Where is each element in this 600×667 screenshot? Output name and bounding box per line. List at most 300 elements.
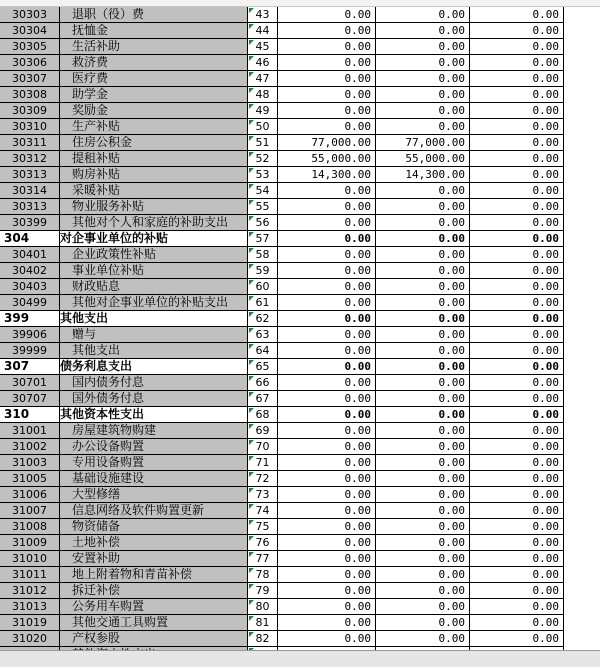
amount-cell-3[interactable]: 0.00 xyxy=(470,199,564,215)
table-row xyxy=(0,487,600,503)
table-row xyxy=(0,567,600,583)
table-row xyxy=(0,71,600,87)
account-code-cell[interactable]: 30306 xyxy=(0,55,60,71)
amount-cell-3[interactable]: 0.00 xyxy=(470,183,564,199)
account-name-cell[interactable]: 地上附着物和青苗补偿 xyxy=(60,567,248,583)
green-marker-icon xyxy=(249,216,254,221)
table-row xyxy=(0,215,600,231)
account-name-cell[interactable]: 购房补贴 xyxy=(60,167,248,183)
account-code-cell[interactable]: 31002 xyxy=(0,439,60,455)
account-name-cell[interactable]: 信息网络及软件购置更新 xyxy=(60,503,248,519)
amount-cell-1[interactable]: 0.00 xyxy=(278,407,376,423)
line-number-cell[interactable]: 56 xyxy=(248,215,278,231)
table-row xyxy=(0,199,600,215)
table-row xyxy=(0,263,600,279)
account-name-cell[interactable]: 其他支出 xyxy=(60,311,248,327)
green-marker-icon xyxy=(249,312,254,317)
account-name-cell[interactable]: 物资储备 xyxy=(60,519,248,535)
amount-cell-3[interactable]: 0.00 xyxy=(470,487,564,503)
table-row xyxy=(0,455,600,471)
account-name-cell[interactable]: 公务用车购置 xyxy=(60,599,248,615)
table-row xyxy=(0,103,600,119)
amount-cell-1[interactable]: 0.00 xyxy=(278,599,376,615)
line-number-cell[interactable]: 76 xyxy=(248,535,278,551)
line-number-cell[interactable]: 50 xyxy=(248,119,278,135)
amount-cell-1[interactable]: 0.00 xyxy=(278,87,376,103)
amount-cell-2[interactable]: 0.00 xyxy=(376,471,470,487)
green-marker-icon xyxy=(249,456,254,461)
amount-cell-1[interactable]: 0.00 xyxy=(278,71,376,87)
amount-cell-2[interactable]: 55,000.00 xyxy=(376,151,470,167)
amount-cell-3[interactable]: 0.00 xyxy=(470,407,564,423)
amount-cell-3[interactable]: 0.00 xyxy=(470,55,564,71)
line-number-cell[interactable]: 81 xyxy=(248,615,278,631)
amount-cell-2[interactable]: 0.00 xyxy=(376,215,470,231)
account-code-cell[interactable]: 399 xyxy=(0,311,60,327)
amount-cell-2[interactable]: 0.00 xyxy=(376,7,470,23)
amount-cell-2[interactable]: 0.00 xyxy=(376,423,470,439)
amount-cell-3[interactable]: 0.00 xyxy=(470,423,564,439)
line-number-cell[interactable]: 63 xyxy=(248,327,278,343)
line-number-cell[interactable]: 54 xyxy=(248,183,278,199)
account-name-cell[interactable]: 提租补贴 xyxy=(60,151,248,167)
table-row xyxy=(0,311,600,327)
table-row xyxy=(0,295,600,311)
account-name-cell[interactable]: 其他交通工具购置 xyxy=(60,615,248,631)
amount-cell-1[interactable]: 0.00 xyxy=(278,503,376,519)
line-number-cell[interactable]: 77 xyxy=(248,551,278,567)
table-row xyxy=(0,535,600,551)
account-code-cell[interactable]: 30304 xyxy=(0,23,60,39)
amount-cell-2[interactable]: 0.00 xyxy=(376,199,470,215)
amount-cell-1[interactable]: 0.00 xyxy=(278,119,376,135)
green-marker-icon xyxy=(249,232,254,237)
amount-cell-2[interactable]: 0.00 xyxy=(376,503,470,519)
amount-cell-2[interactable]: 0.00 xyxy=(376,455,470,471)
amount-cell-3[interactable]: 0.00 xyxy=(470,519,564,535)
table-row xyxy=(0,583,600,599)
account-name-cell[interactable]: 国外债务付息 xyxy=(60,391,248,407)
account-name-cell[interactable]: 拆迁补偿 xyxy=(60,583,248,599)
amount-cell-3[interactable]: 0.00 xyxy=(470,599,564,615)
account-code-cell[interactable]: 31001 xyxy=(0,423,60,439)
amount-cell-3[interactable]: 0.00 xyxy=(470,471,564,487)
table-row xyxy=(0,135,600,151)
line-number-cell[interactable]: 69 xyxy=(248,423,278,439)
account-code-cell[interactable]: 307 xyxy=(0,359,60,375)
line-number-cell[interactable]: 75 xyxy=(248,519,278,535)
table-row xyxy=(0,183,600,199)
account-code-cell[interactable]: 31013 xyxy=(0,599,60,615)
amount-cell-1[interactable]: 0.00 xyxy=(278,343,376,359)
line-number-cell[interactable]: 55 xyxy=(248,199,278,215)
line-number-cell[interactable]: 64 xyxy=(248,343,278,359)
amount-cell-1[interactable]: 0.00 xyxy=(278,471,376,487)
line-number-cell[interactable]: 47 xyxy=(248,71,278,87)
table-row xyxy=(0,231,600,247)
account-name-cell[interactable]: 生活补助 xyxy=(60,39,248,55)
amount-cell-2[interactable]: 0.00 xyxy=(376,183,470,199)
amount-cell-1[interactable]: 0.00 xyxy=(278,295,376,311)
account-name-cell[interactable]: 奖励金 xyxy=(60,103,248,119)
amount-cell-3[interactable]: 0.00 xyxy=(470,119,564,135)
amount-cell-3[interactable]: 0.00 xyxy=(470,167,564,183)
table-row xyxy=(0,327,600,343)
amount-cell-1[interactable]: 0.00 xyxy=(278,7,376,23)
table-row xyxy=(0,151,600,167)
account-name-cell[interactable]: 其他对个人和家庭的补助支出 xyxy=(60,215,248,231)
table-row xyxy=(0,23,600,39)
amount-cell-3[interactable]: 0.00 xyxy=(470,551,564,567)
line-number-cell[interactable]: 52 xyxy=(248,151,278,167)
green-marker-icon xyxy=(249,616,254,621)
account-name-cell[interactable]: 办公设备购置 xyxy=(60,439,248,455)
account-code-cell[interactable]: 30307 xyxy=(0,71,60,87)
line-number-cell[interactable]: 73 xyxy=(248,487,278,503)
account-code-cell[interactable]: 30312 xyxy=(0,151,60,167)
amount-cell-1[interactable]: 55,000.00 xyxy=(278,151,376,167)
amount-cell-3[interactable]: 0.00 xyxy=(470,23,564,39)
amount-cell-2[interactable]: 0.00 xyxy=(376,535,470,551)
amount-cell-1[interactable]: 0.00 xyxy=(278,23,376,39)
line-number-cell[interactable]: 48 xyxy=(248,87,278,103)
amount-cell-2[interactable]: 0.00 xyxy=(376,519,470,535)
green-marker-icon xyxy=(249,152,254,157)
account-code-cell[interactable]: 30303 xyxy=(0,7,60,23)
account-name-cell[interactable]: 退职（役）费 xyxy=(60,7,248,23)
account-code-cell[interactable]: 30309 xyxy=(0,103,60,119)
line-number-cell[interactable]: 57 xyxy=(248,231,278,247)
line-number-cell[interactable]: 62 xyxy=(248,311,278,327)
line-number-cell[interactable]: 72 xyxy=(248,471,278,487)
line-number-cell[interactable]: 60 xyxy=(248,279,278,295)
table-row xyxy=(0,631,600,647)
account-code-cell[interactable]: 31012 xyxy=(0,583,60,599)
account-code-cell[interactable]: 30310 xyxy=(0,119,60,135)
account-name-cell[interactable]: 抚恤金 xyxy=(60,23,248,39)
amount-cell-2[interactable]: 0.00 xyxy=(376,391,470,407)
amount-cell-2[interactable]: 0.00 xyxy=(376,311,470,327)
amount-cell-3[interactable]: 0.00 xyxy=(470,263,564,279)
amount-cell-1[interactable]: 0.00 xyxy=(278,247,376,263)
amount-cell-2[interactable]: 0.00 xyxy=(376,599,470,615)
amount-cell-1[interactable]: 0.00 xyxy=(278,327,376,343)
amount-cell-2[interactable]: 0.00 xyxy=(376,23,470,39)
amount-cell-1[interactable]: 0.00 xyxy=(278,567,376,583)
amount-cell-2[interactable]: 0.00 xyxy=(376,327,470,343)
amount-cell-1[interactable]: 0.00 xyxy=(278,199,376,215)
account-code-cell[interactable]: 30308 xyxy=(0,87,60,103)
green-marker-icon xyxy=(249,344,254,349)
table-row xyxy=(0,503,600,519)
amount-cell-1[interactable]: 0.00 xyxy=(278,615,376,631)
green-marker-icon xyxy=(249,168,254,173)
table-row xyxy=(0,615,600,631)
line-number-cell[interactable]: 61 xyxy=(248,295,278,311)
amount-cell-1[interactable]: 0.00 xyxy=(278,375,376,391)
amount-cell-2[interactable]: 0.00 xyxy=(376,359,470,375)
amount-cell-2[interactable]: 0.00 xyxy=(376,567,470,583)
amount-cell-3[interactable]: 0.00 xyxy=(470,615,564,631)
green-marker-icon xyxy=(249,104,254,109)
amount-cell-3[interactable]: 0.00 xyxy=(470,295,564,311)
account-name-cell[interactable]: 助学金 xyxy=(60,87,248,103)
account-name-cell[interactable]: 安置补助 xyxy=(60,551,248,567)
green-marker-icon xyxy=(249,504,254,509)
table-row xyxy=(0,119,600,135)
amount-cell-1[interactable]: 0.00 xyxy=(278,103,376,119)
amount-cell-1[interactable]: 0.00 xyxy=(278,455,376,471)
account-code-cell[interactable]: 30314 xyxy=(0,183,60,199)
account-code-cell[interactable]: 31019 xyxy=(0,615,60,631)
line-number-cell[interactable]: 82 xyxy=(248,631,278,647)
account-code-cell[interactable]: 30707 xyxy=(0,391,60,407)
line-number-cell[interactable]: 80 xyxy=(248,599,278,615)
amount-cell-2[interactable]: 0.00 xyxy=(376,231,470,247)
green-marker-icon xyxy=(249,200,254,205)
amount-cell-2[interactable]: 0.00 xyxy=(376,407,470,423)
table-row xyxy=(0,439,600,455)
amount-cell-2[interactable]: 0.00 xyxy=(376,119,470,135)
account-code-cell[interactable]: 31003 xyxy=(0,455,60,471)
amount-cell-2[interactable]: 0.00 xyxy=(376,343,470,359)
amount-cell-3[interactable]: 0.00 xyxy=(470,135,564,151)
amount-cell-2[interactable]: 0.00 xyxy=(376,615,470,631)
amount-cell-2[interactable]: 0.00 xyxy=(376,551,470,567)
amount-cell-2[interactable]: 0.00 xyxy=(376,263,470,279)
amount-cell-2[interactable]: 77,000.00 xyxy=(376,135,470,151)
green-marker-icon xyxy=(249,392,254,397)
amount-cell-1[interactable]: 0.00 xyxy=(278,423,376,439)
amount-cell-3[interactable]: 0.00 xyxy=(470,311,564,327)
green-marker-icon xyxy=(249,632,254,637)
amount-cell-2[interactable]: 0.00 xyxy=(376,39,470,55)
amount-cell-1[interactable]: 0.00 xyxy=(278,359,376,375)
amount-cell-3[interactable]: 0.00 xyxy=(470,455,564,471)
line-number-cell[interactable]: 46 xyxy=(248,55,278,71)
amount-cell-1[interactable]: 0.00 xyxy=(278,215,376,231)
account-name-cell[interactable]: 采暖补贴 xyxy=(60,183,248,199)
table-row xyxy=(0,55,600,71)
column-header-strip xyxy=(0,0,600,7)
amount-cell-1[interactable]: 0.00 xyxy=(278,263,376,279)
green-marker-icon xyxy=(249,472,254,477)
line-number-cell[interactable]: 59 xyxy=(248,263,278,279)
green-marker-icon xyxy=(249,600,254,605)
amount-cell-3[interactable]: 0.00 xyxy=(470,71,564,87)
amount-cell-3[interactable]: 0.00 xyxy=(470,439,564,455)
amount-cell-1[interactable]: 0.00 xyxy=(278,39,376,55)
account-code-cell[interactable]: 30305 xyxy=(0,39,60,55)
green-marker-icon xyxy=(249,360,254,365)
table-row xyxy=(0,343,600,359)
amount-cell-1[interactable]: 0.00 xyxy=(278,583,376,599)
account-name-cell[interactable]: 财政贴息 xyxy=(60,279,248,295)
account-code-cell[interactable]: 31006 xyxy=(0,487,60,503)
amount-cell-1[interactable]: 0.00 xyxy=(278,391,376,407)
account-name-cell[interactable]: 生产补贴 xyxy=(60,119,248,135)
account-code-cell[interactable]: 30401 xyxy=(0,247,60,263)
amount-cell-3[interactable]: 0.00 xyxy=(470,87,564,103)
account-name-cell[interactable]: 对企事业单位的补贴 xyxy=(60,231,248,247)
amount-cell-2[interactable]: 0.00 xyxy=(376,71,470,87)
account-name-cell[interactable]: 企业政策性补贴 xyxy=(60,247,248,263)
amount-cell-1[interactable]: 0.00 xyxy=(278,519,376,535)
line-number-cell[interactable]: 78 xyxy=(248,567,278,583)
amount-cell-3[interactable]: 0.00 xyxy=(470,375,564,391)
account-code-cell[interactable]: 304 xyxy=(0,231,60,247)
account-code-cell[interactable]: 39999 xyxy=(0,343,60,359)
green-marker-icon xyxy=(249,488,254,493)
amount-cell-1[interactable]: 0.00 xyxy=(278,183,376,199)
account-code-cell[interactable]: 31008 xyxy=(0,519,60,535)
table-row xyxy=(0,247,600,263)
account-name-cell[interactable]: 事业单位补贴 xyxy=(60,263,248,279)
amount-cell-3[interactable]: 0.00 xyxy=(470,151,564,167)
account-name-cell[interactable]: 医疗费 xyxy=(60,71,248,87)
amount-cell-1[interactable]: 0.00 xyxy=(278,439,376,455)
account-code-cell[interactable]: 30403 xyxy=(0,279,60,295)
account-name-cell[interactable]: 基础设施建设 xyxy=(60,471,248,487)
line-number-cell[interactable]: 44 xyxy=(248,23,278,39)
line-number-cell[interactable]: 67 xyxy=(248,391,278,407)
account-code-cell[interactable]: 31010 xyxy=(0,551,60,567)
account-name-cell[interactable]: 救济费 xyxy=(60,55,248,71)
amount-cell-2[interactable]: 0.00 xyxy=(376,87,470,103)
amount-cell-3[interactable]: 0.00 xyxy=(470,279,564,295)
line-number-cell[interactable]: 43 xyxy=(248,7,278,23)
amount-cell-3[interactable]: 0.00 xyxy=(470,631,564,647)
green-marker-icon xyxy=(249,136,254,141)
amount-cell-3[interactable]: 0.00 xyxy=(470,583,564,599)
green-marker-icon xyxy=(249,376,254,381)
green-marker-icon xyxy=(249,440,254,445)
account-name-cell[interactable]: 债务利息支出 xyxy=(60,359,248,375)
green-marker-icon xyxy=(249,408,254,413)
line-number-cell[interactable]: 49 xyxy=(248,103,278,119)
account-name-cell[interactable]: 其他资本性支出 xyxy=(60,407,248,423)
account-name-cell[interactable]: 房屋建筑物购建 xyxy=(60,423,248,439)
account-code-cell[interactable]: 30499 xyxy=(0,295,60,311)
amount-cell-3[interactable]: 0.00 xyxy=(470,535,564,551)
amount-cell-1[interactable]: 14,300.00 xyxy=(278,167,376,183)
amount-cell-3[interactable]: 0.00 xyxy=(470,7,564,23)
account-code-cell[interactable]: 30313 xyxy=(0,167,60,183)
line-number-cell[interactable]: 71 xyxy=(248,455,278,471)
amount-cell-2[interactable]: 0.00 xyxy=(376,247,470,263)
account-name-cell[interactable]: 产权参股 xyxy=(60,631,248,647)
line-number-cell[interactable]: 68 xyxy=(248,407,278,423)
amount-cell-3[interactable]: 0.00 xyxy=(470,391,564,407)
amount-cell-3[interactable]: 0.00 xyxy=(470,231,564,247)
account-code-cell[interactable]: 30402 xyxy=(0,263,60,279)
amount-cell-2[interactable]: 0.00 xyxy=(376,583,470,599)
amount-cell-3[interactable]: 0.00 xyxy=(470,567,564,583)
account-name-cell[interactable]: 大型修缮 xyxy=(60,487,248,503)
amount-cell-2[interactable]: 0.00 xyxy=(376,279,470,295)
amount-cell-2[interactable]: 0.00 xyxy=(376,487,470,503)
account-code-cell[interactable]: 31005 xyxy=(0,471,60,487)
amount-cell-3[interactable]: 0.00 xyxy=(470,215,564,231)
amount-cell-3[interactable]: 0.00 xyxy=(470,327,564,343)
amount-cell-2[interactable]: 0.00 xyxy=(376,55,470,71)
line-number-cell[interactable]: 74 xyxy=(248,503,278,519)
amount-cell-3[interactable]: 0.00 xyxy=(470,103,564,119)
line-number-cell[interactable]: 53 xyxy=(248,167,278,183)
green-marker-icon xyxy=(249,424,254,429)
green-marker-icon xyxy=(249,264,254,269)
table-row xyxy=(0,375,600,391)
amount-cell-1[interactable]: 0.00 xyxy=(278,487,376,503)
account-name-cell[interactable]: 赠与 xyxy=(60,327,248,343)
green-marker-icon xyxy=(249,536,254,541)
account-name-cell[interactable]: 物业服务补贴 xyxy=(60,199,248,215)
green-marker-icon xyxy=(249,72,254,77)
green-marker-icon xyxy=(249,568,254,573)
account-name-cell[interactable]: 土地补偿 xyxy=(60,535,248,551)
account-code-cell[interactable]: 39906 xyxy=(0,327,60,343)
green-marker-icon xyxy=(249,552,254,557)
account-code-cell[interactable]: 30399 xyxy=(0,215,60,231)
line-number-cell[interactable]: 58 xyxy=(248,247,278,263)
amount-cell-3[interactable]: 0.00 xyxy=(470,503,564,519)
amount-cell-3[interactable]: 0.00 xyxy=(470,39,564,55)
line-number-cell[interactable]: 51 xyxy=(248,135,278,151)
account-code-cell[interactable]: 30311 xyxy=(0,135,60,151)
amount-cell-1[interactable]: 0.00 xyxy=(278,55,376,71)
amount-cell-2[interactable]: 14,300.00 xyxy=(376,167,470,183)
amount-cell-2[interactable]: 0.00 xyxy=(376,375,470,391)
amount-cell-1[interactable]: 0.00 xyxy=(278,279,376,295)
line-number-cell[interactable]: 45 xyxy=(248,39,278,55)
account-code-cell[interactable]: 30701 xyxy=(0,375,60,391)
line-number-cell[interactable]: 70 xyxy=(248,439,278,455)
line-number-cell[interactable]: 66 xyxy=(248,375,278,391)
account-code-cell[interactable]: 31011 xyxy=(0,567,60,583)
table-row xyxy=(0,471,600,487)
green-marker-icon xyxy=(249,184,254,189)
line-number-cell[interactable]: 79 xyxy=(248,583,278,599)
account-name-cell[interactable]: 专用设备购置 xyxy=(60,455,248,471)
amount-cell-2[interactable]: 0.00 xyxy=(376,631,470,647)
amount-cell-2[interactable]: 0.00 xyxy=(376,439,470,455)
amount-cell-1[interactable]: 0.00 xyxy=(278,231,376,247)
amount-cell-2[interactable]: 0.00 xyxy=(376,295,470,311)
amount-cell-3[interactable]: 0.00 xyxy=(470,359,564,375)
amount-cell-3[interactable]: 0.00 xyxy=(470,247,564,263)
amount-cell-1[interactable]: 77,000.00 xyxy=(278,135,376,151)
account-code-cell[interactable]: 31007 xyxy=(0,503,60,519)
amount-cell-3[interactable]: 0.00 xyxy=(470,343,564,359)
green-marker-icon xyxy=(249,88,254,93)
account-name-cell[interactable]: 住房公积金 xyxy=(60,135,248,151)
account-name-cell[interactable]: 国内债务付息 xyxy=(60,375,248,391)
amount-cell-1[interactable]: 0.00 xyxy=(278,311,376,327)
sheet-tab-bar[interactable] xyxy=(0,650,600,667)
amount-cell-2[interactable]: 0.00 xyxy=(376,103,470,119)
table-row xyxy=(0,39,600,55)
amount-cell-1[interactable]: 0.00 xyxy=(278,551,376,567)
account-code-cell[interactable]: 31020 xyxy=(0,631,60,647)
account-name-cell[interactable]: 其他支出 xyxy=(60,343,248,359)
amount-cell-1[interactable]: 0.00 xyxy=(278,631,376,647)
amount-cell-1[interactable]: 0.00 xyxy=(278,535,376,551)
account-name-cell[interactable]: 其他对企事业单位的补贴支出 xyxy=(60,295,248,311)
account-code-cell[interactable]: 310 xyxy=(0,407,60,423)
account-code-cell[interactable]: 31009 xyxy=(0,535,60,551)
line-number-cell[interactable]: 65 xyxy=(248,359,278,375)
account-code-cell[interactable]: 30313 xyxy=(0,199,60,215)
